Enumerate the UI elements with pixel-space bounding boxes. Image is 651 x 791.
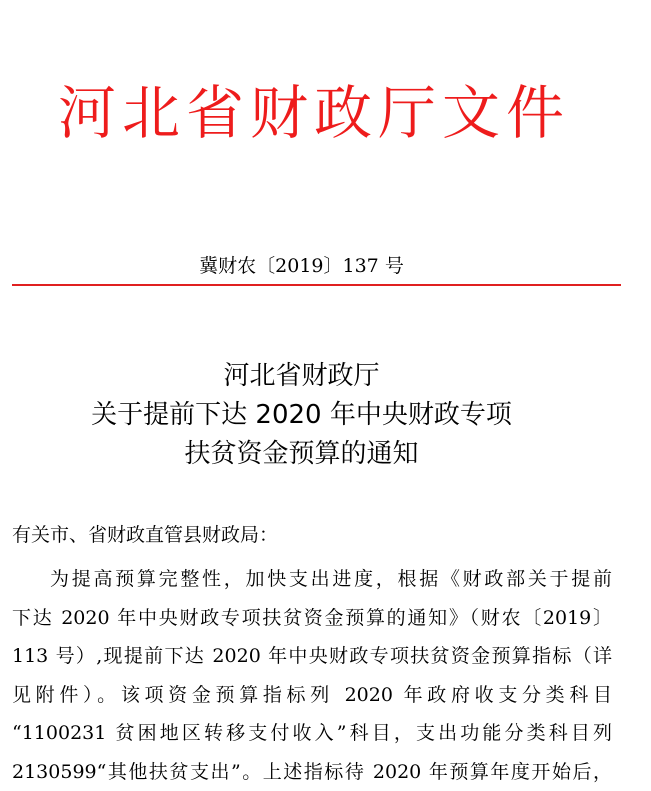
- body-line: 113 号）,现提前下达 2020 年中央财政专项扶贫资金预算指标（详: [12, 637, 612, 676]
- title-line-1: 河北省财政厅: [0, 357, 603, 396]
- red-separator-line: [12, 284, 621, 286]
- body-line: 下达 2020 年中央财政专项扶贫资金预算的通知》（财农〔2019〕: [12, 599, 612, 638]
- title-line-2: 关于提前下达 2020 年中央财政专项: [0, 396, 603, 435]
- document-masthead: 河北省财政厅文件: [58, 78, 578, 148]
- document-number: 冀财农〔2019〕137 号: [0, 253, 603, 279]
- body-line: 2130599“其他扶贫支出”。上述指标待 2020 年预算年度开始后，: [12, 753, 612, 791]
- document-title: [0, 357, 603, 474]
- body-line: 见附件）。该项资金预算指标列 2020 年政府收支分类科目: [12, 676, 612, 715]
- title-line-3: 扶贫资金预算的通知: [0, 435, 603, 474]
- salutation: 有关市、省财政直管县财政局：: [12, 521, 278, 549]
- body-text: [12, 560, 612, 791]
- body-line: “1100231 贫困地区转移支付收入”科目，支出功能分类科目列: [12, 714, 612, 753]
- body-line: 为提高预算完整性，加快支出进度，根据《财政部关于提前: [12, 560, 612, 599]
